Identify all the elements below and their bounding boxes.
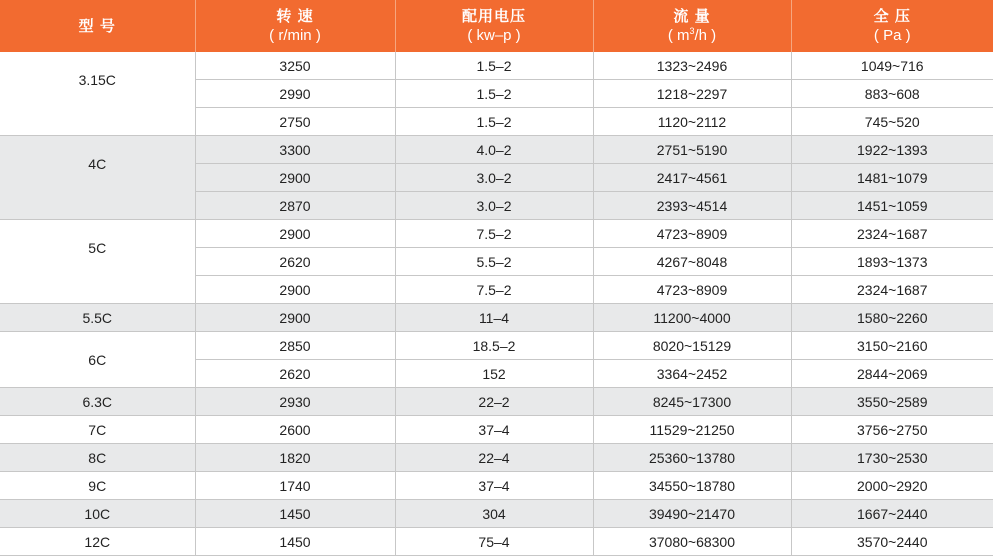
header-speed-unit: ( r/min ): [269, 27, 321, 44]
header-pressure: [791, 0, 993, 52]
speed-cell: 2850: [195, 332, 395, 360]
table-row: [0, 304, 993, 332]
pressure-cell: 1481~1079: [791, 164, 993, 192]
model-cell: 5C: [0, 220, 195, 304]
flow-cell: 2393~4514: [593, 192, 791, 220]
table-row: [0, 220, 993, 248]
speed-cell: 2870: [195, 192, 395, 220]
power-cell: 75–4: [395, 528, 593, 556]
power-cell: 37–4: [395, 472, 593, 500]
model-cell: 10C: [0, 500, 195, 528]
speed-cell: 2990: [195, 80, 395, 108]
model-cell: 9C: [0, 472, 195, 500]
header-power: [395, 0, 593, 52]
header-power-label: 配用电压: [461, 8, 526, 25]
model-cell: 8C: [0, 444, 195, 472]
flow-cell: 2751~5190: [593, 136, 791, 164]
power-cell: 5.5–2: [395, 248, 593, 276]
table-row: [0, 136, 993, 164]
power-cell: 37–4: [395, 416, 593, 444]
flow-cell: 4723~8909: [593, 276, 791, 304]
power-cell: 18.5–2: [395, 332, 593, 360]
speed-cell: 2900: [195, 164, 395, 192]
table-row: [0, 52, 993, 80]
model-cell: 3.15C: [0, 52, 195, 136]
header-model: [0, 0, 195, 52]
table-header: [0, 0, 993, 52]
table-row: [0, 444, 993, 472]
speed-cell: 2900: [195, 220, 395, 248]
header-flow-unit: [594, 26, 791, 45]
header-pressure-unit: ( Pa ): [873, 27, 911, 44]
speed-cell: 1450: [195, 528, 395, 556]
power-cell: 22–2: [395, 388, 593, 416]
speed-cell: 2750: [195, 108, 395, 136]
flow-cell: 11529~21250: [593, 416, 791, 444]
pressure-cell: 3570~2440: [791, 528, 993, 556]
flow-cell: 1323~2496: [593, 52, 791, 80]
speed-cell: 1820: [195, 444, 395, 472]
power-cell: 4.0–2: [395, 136, 593, 164]
power-cell: 7.5–2: [395, 276, 593, 304]
speed-cell: 2900: [195, 304, 395, 332]
table-row: [0, 388, 993, 416]
speed-cell: 2900: [195, 276, 395, 304]
pressure-cell: 883~608: [791, 80, 993, 108]
flow-cell: 37080~68300: [593, 528, 791, 556]
power-cell: 3.0–2: [395, 192, 593, 220]
model-cell: 6.3C: [0, 388, 195, 416]
pressure-cell: 1922~1393: [791, 136, 993, 164]
flow-cell: 1120~2112: [593, 108, 791, 136]
pressure-cell: 1049~716: [791, 52, 993, 80]
speed-cell: 1740: [195, 472, 395, 500]
power-cell: 304: [395, 500, 593, 528]
speed-cell: 3300: [195, 136, 395, 164]
flow-cell: 11200~4000: [593, 304, 791, 332]
flow-cell: 39490~21470: [593, 500, 791, 528]
header-speed: [195, 0, 395, 52]
flow-unit-post: /h ): [694, 27, 717, 44]
pressure-cell: 1580~2260: [791, 304, 993, 332]
pressure-cell: 3550~2589: [791, 388, 993, 416]
flow-cell: 2417~4561: [593, 164, 791, 192]
power-cell: 3.0–2: [395, 164, 593, 192]
flow-cell: 34550~18780: [593, 472, 791, 500]
model-cell: 4C: [0, 136, 195, 220]
speed-cell: 3250: [195, 52, 395, 80]
table-row: [0, 416, 993, 444]
model-cell: 12C: [0, 528, 195, 556]
model-cell: 6C: [0, 332, 195, 388]
flow-cell: 8245~17300: [593, 388, 791, 416]
flow-cell: 8020~15129: [593, 332, 791, 360]
flow-unit-sup: 3: [689, 26, 695, 36]
header-pressure-label: 全 压: [873, 8, 911, 25]
power-cell: 152: [395, 360, 593, 388]
pressure-cell: 1667~2440: [791, 500, 993, 528]
header-flow: [593, 0, 791, 52]
pressure-cell: 745~520: [791, 108, 993, 136]
pressure-cell: 3150~2160: [791, 332, 993, 360]
table-body: [0, 52, 993, 556]
table-row: [0, 472, 993, 500]
speed-cell: 2620: [195, 248, 395, 276]
power-cell: 1.5–2: [395, 108, 593, 136]
model-cell: 7C: [0, 416, 195, 444]
table-row: [0, 332, 993, 360]
flow-cell: 1218~2297: [593, 80, 791, 108]
header-speed-label: 转 速: [276, 8, 314, 25]
pressure-cell: 1730~2530: [791, 444, 993, 472]
flow-cell: 3364~2452: [593, 360, 791, 388]
header-row: [0, 0, 993, 52]
pressure-cell: 2324~1687: [791, 276, 993, 304]
power-cell: 1.5–2: [395, 80, 593, 108]
speed-cell: 2600: [195, 416, 395, 444]
pressure-cell: 2324~1687: [791, 220, 993, 248]
model-cell: 5.5C: [0, 304, 195, 332]
pressure-cell: 1893~1373: [791, 248, 993, 276]
speed-cell: 2930: [195, 388, 395, 416]
power-cell: 22–4: [395, 444, 593, 472]
header-power-unit: ( kw–p ): [467, 27, 521, 44]
table-row: [0, 500, 993, 528]
pressure-cell: 1451~1059: [791, 192, 993, 220]
pressure-cell: 2844~2069: [791, 360, 993, 388]
pressure-cell: 2000~2920: [791, 472, 993, 500]
power-cell: 11–4: [395, 304, 593, 332]
speed-cell: 2620: [195, 360, 395, 388]
table-row: [0, 528, 993, 556]
flow-unit-pre: ( m: [667, 27, 690, 44]
power-cell: 7.5–2: [395, 220, 593, 248]
power-cell: 1.5–2: [395, 52, 593, 80]
flow-cell: 4723~8909: [593, 220, 791, 248]
header-flow-label: 流 量: [673, 8, 711, 25]
header-model-label: 型 号: [78, 17, 116, 35]
flow-cell: 4267~8048: [593, 248, 791, 276]
flow-cell: 25360~13780: [593, 444, 791, 472]
speed-cell: 1450: [195, 500, 395, 528]
pressure-cell: 3756~2750: [791, 416, 993, 444]
